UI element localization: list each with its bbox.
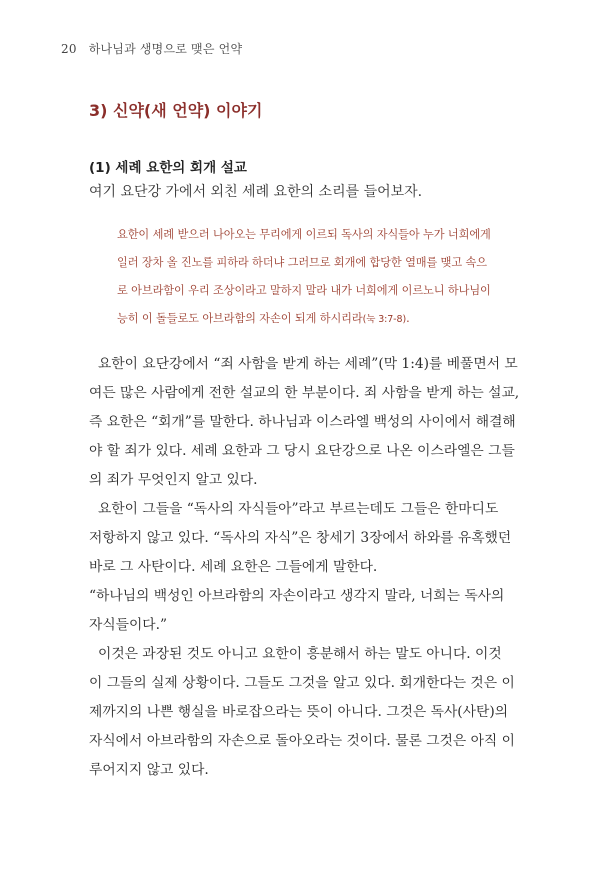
body-line: 저항하지 않고 있다. “독사의 자식”은 창세기 3장에서 하와를 유혹했던 bbox=[89, 530, 512, 546]
scripture-reference: (눅 3:7-8) bbox=[362, 314, 407, 325]
body-line: 의 죄가 무엇인지 알고 있다. bbox=[89, 472, 258, 488]
body-line: 즉 요한은 “회개”를 말한다. 하나님과 이스라엘 백성의 사이에서 해결해 bbox=[89, 414, 516, 430]
body-line: 루어지지 않고 있다. bbox=[89, 762, 209, 778]
quote-line-last bbox=[117, 305, 512, 334]
quote-line: 요한이 세례 받으러 나아오는 무리에게 이르되 독사의 자식들아 누가 너희에게 bbox=[117, 228, 491, 241]
book-title: 하나님과 생명으로 맺은 언약 bbox=[88, 42, 243, 56]
intro-sentence: 여기 요단강 가에서 외친 세례 요한의 소리를 들어보자. bbox=[89, 184, 423, 200]
body-line: 자식에서 아브라함의 자손으로 돌아오라는 것이다. 물론 그것은 아직 이 bbox=[89, 733, 515, 749]
running-head bbox=[61, 40, 242, 57]
quote-end-mark: . bbox=[406, 312, 410, 325]
body-line: 요한이 요단강에서 “죄 사함을 받게 하는 세례”(막 1:4)를 베풀면서 모 bbox=[98, 356, 518, 372]
body-line: 바로 그 사탄이다. 세례 요한은 그들에게 말한다. bbox=[89, 559, 378, 575]
quote-line: 일러 장차 올 진노를 피하라 하더냐 그러므로 회개에 합당한 열매를 맺고 속으 bbox=[117, 256, 487, 269]
body-line: 제까지의 나쁜 행실을 바로잡으라는 뜻이 아니다. 그것은 독사(사탄)의 bbox=[89, 704, 509, 720]
body-text bbox=[89, 350, 520, 785]
page-number: 20 bbox=[61, 42, 77, 56]
body-line: 여든 많은 사람에게 전한 설교의 한 부분이다. 죄 사함을 받게 하는 설교, bbox=[89, 385, 520, 401]
body-line: “하나님의 백성인 아브라함의 자손이라고 생각지 말라, 너희는 독사의 bbox=[89, 588, 505, 604]
body-line: 요한이 그들을 “독사의 자식들아”라고 부르는데도 그들은 한마디도 bbox=[98, 501, 499, 517]
body-line: 야 할 죄가 있다. 세례 요한과 그 당시 요단강으로 나온 이스라엘은 그들 bbox=[89, 443, 515, 459]
section-title: 3) 신약(새 언약) 이야기 bbox=[89, 101, 263, 120]
body-line: 이것은 과장된 것도 아니고 요한이 흥분해서 하는 말도 아니다. 이것 bbox=[98, 646, 502, 662]
quote-line: 로 아브라함이 우리 조상이라고 말하지 말라 내가 너희에게 이르노니 하나님이 bbox=[117, 284, 491, 297]
body-line: 이 그들의 실제 상황이다. 그들도 그것을 알고 있다. 회개한다는 것은 이 bbox=[89, 675, 515, 691]
scripture-quote bbox=[117, 221, 512, 334]
body-line: 자식들이다.” bbox=[89, 617, 168, 633]
subsection-title: (1) 세례 요한의 회개 설교 bbox=[89, 160, 247, 176]
quote-line-text: 능히 이 돌들로도 아브라함의 자손이 되게 하시리라 bbox=[117, 312, 363, 325]
